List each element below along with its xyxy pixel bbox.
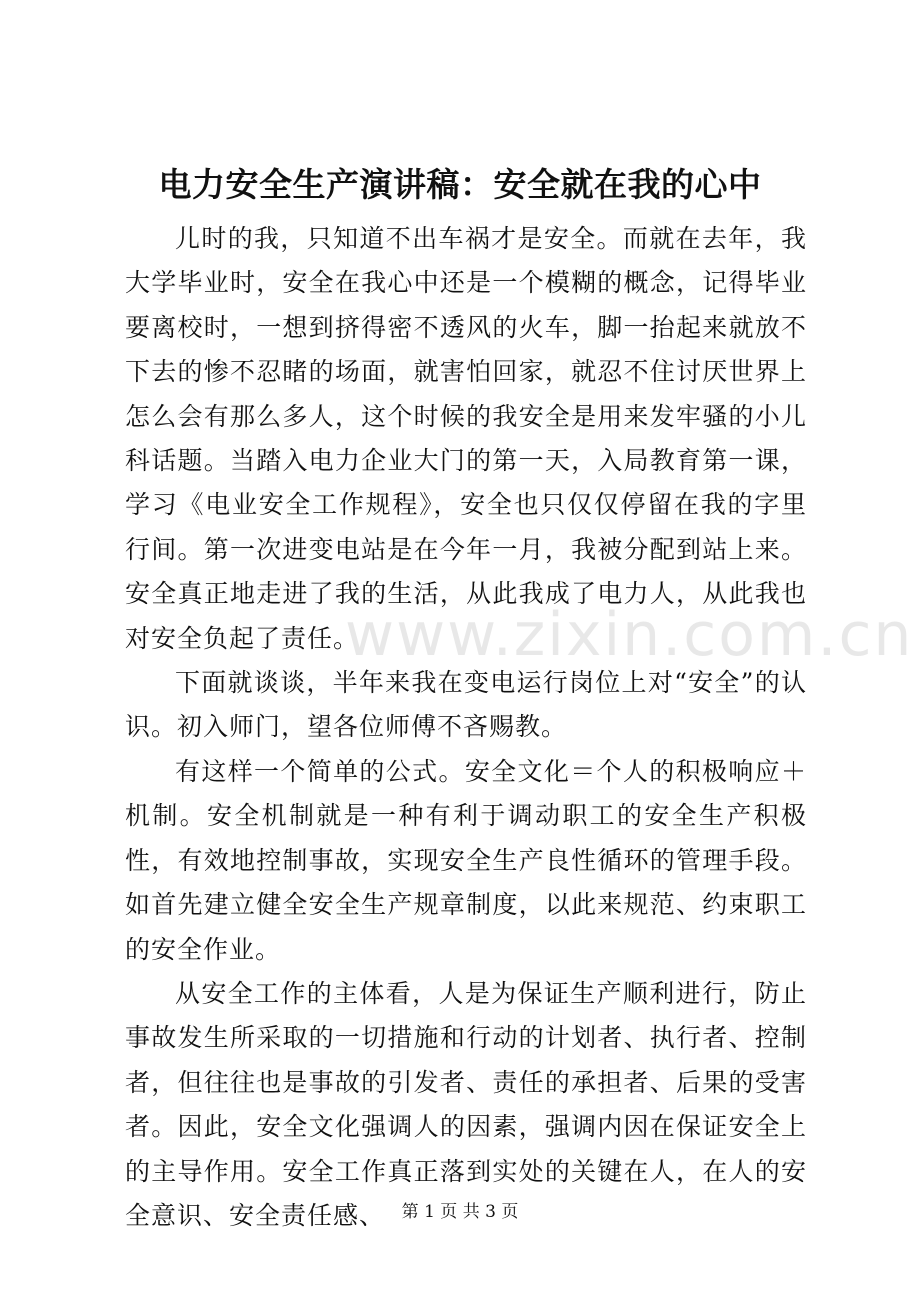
page-number-footer: 第 1 页 共 3 页 bbox=[401, 1202, 519, 1222]
watermark: www.zixin.com.cn bbox=[345, 600, 914, 670]
document-body bbox=[125, 217, 807, 1238]
paragraph: 有这样一个简单的公式。安全文化＝个人的积极响应＋机制。安全机制就是一种有利于调动职工的安全生产积极性，有效地控制事故，实现安全生产良性循环的管理手段。如首先建立健全安全生产规章制度，以此来规范、约束职工的安全作业。 bbox=[125, 756, 807, 964]
paragraph: 下面就谈谈，半年来我在变电运行岗位上对“安全”的认识。初入师门，望各位师傅不吝赐教。 bbox=[125, 668, 807, 742]
paragraph: 儿时的我，只知道不出车祸才是安全。而就在去年，我大学毕业时，安全在我心中还是一个模糊的概念，记得毕业要离校时，一想到挤得密不透风的火车，脚一抬起来就放不下去的惨不忍睹的场面，就害怕回家，就忍不住讨厌世界上怎么会有那么多人，这个时候的我安全是用来发牢骚的小儿科话题。当踏入电力企业大门的第一天，入局教育第一课，学习《电业安全工作规程》，安全也只仅仅停留在我的字里行间。第一次进变电站是在今年一月，我被分配到站上来。安全真正地走进了我的生活，从此我成了电力人，从此我也对安全负起了责任。 bbox=[125, 224, 807, 653]
document-title: 电力安全生产演讲稿：安全就在我的心中 bbox=[158, 165, 762, 204]
paragraph: 从安全工作的主体看，人是为保证生产顺利进行，防止事故发生所采取的一切措施和行动的计划者、执行者、控制者，但往往也是事故的引发者、责任的承担者、后果的受害者。因此，安全文化强调人的因素，强调内因在保证安全上的主导作用。安全工作真正落到实处的关键在人，在人的安全意识、安全责任感、 bbox=[125, 978, 807, 1230]
